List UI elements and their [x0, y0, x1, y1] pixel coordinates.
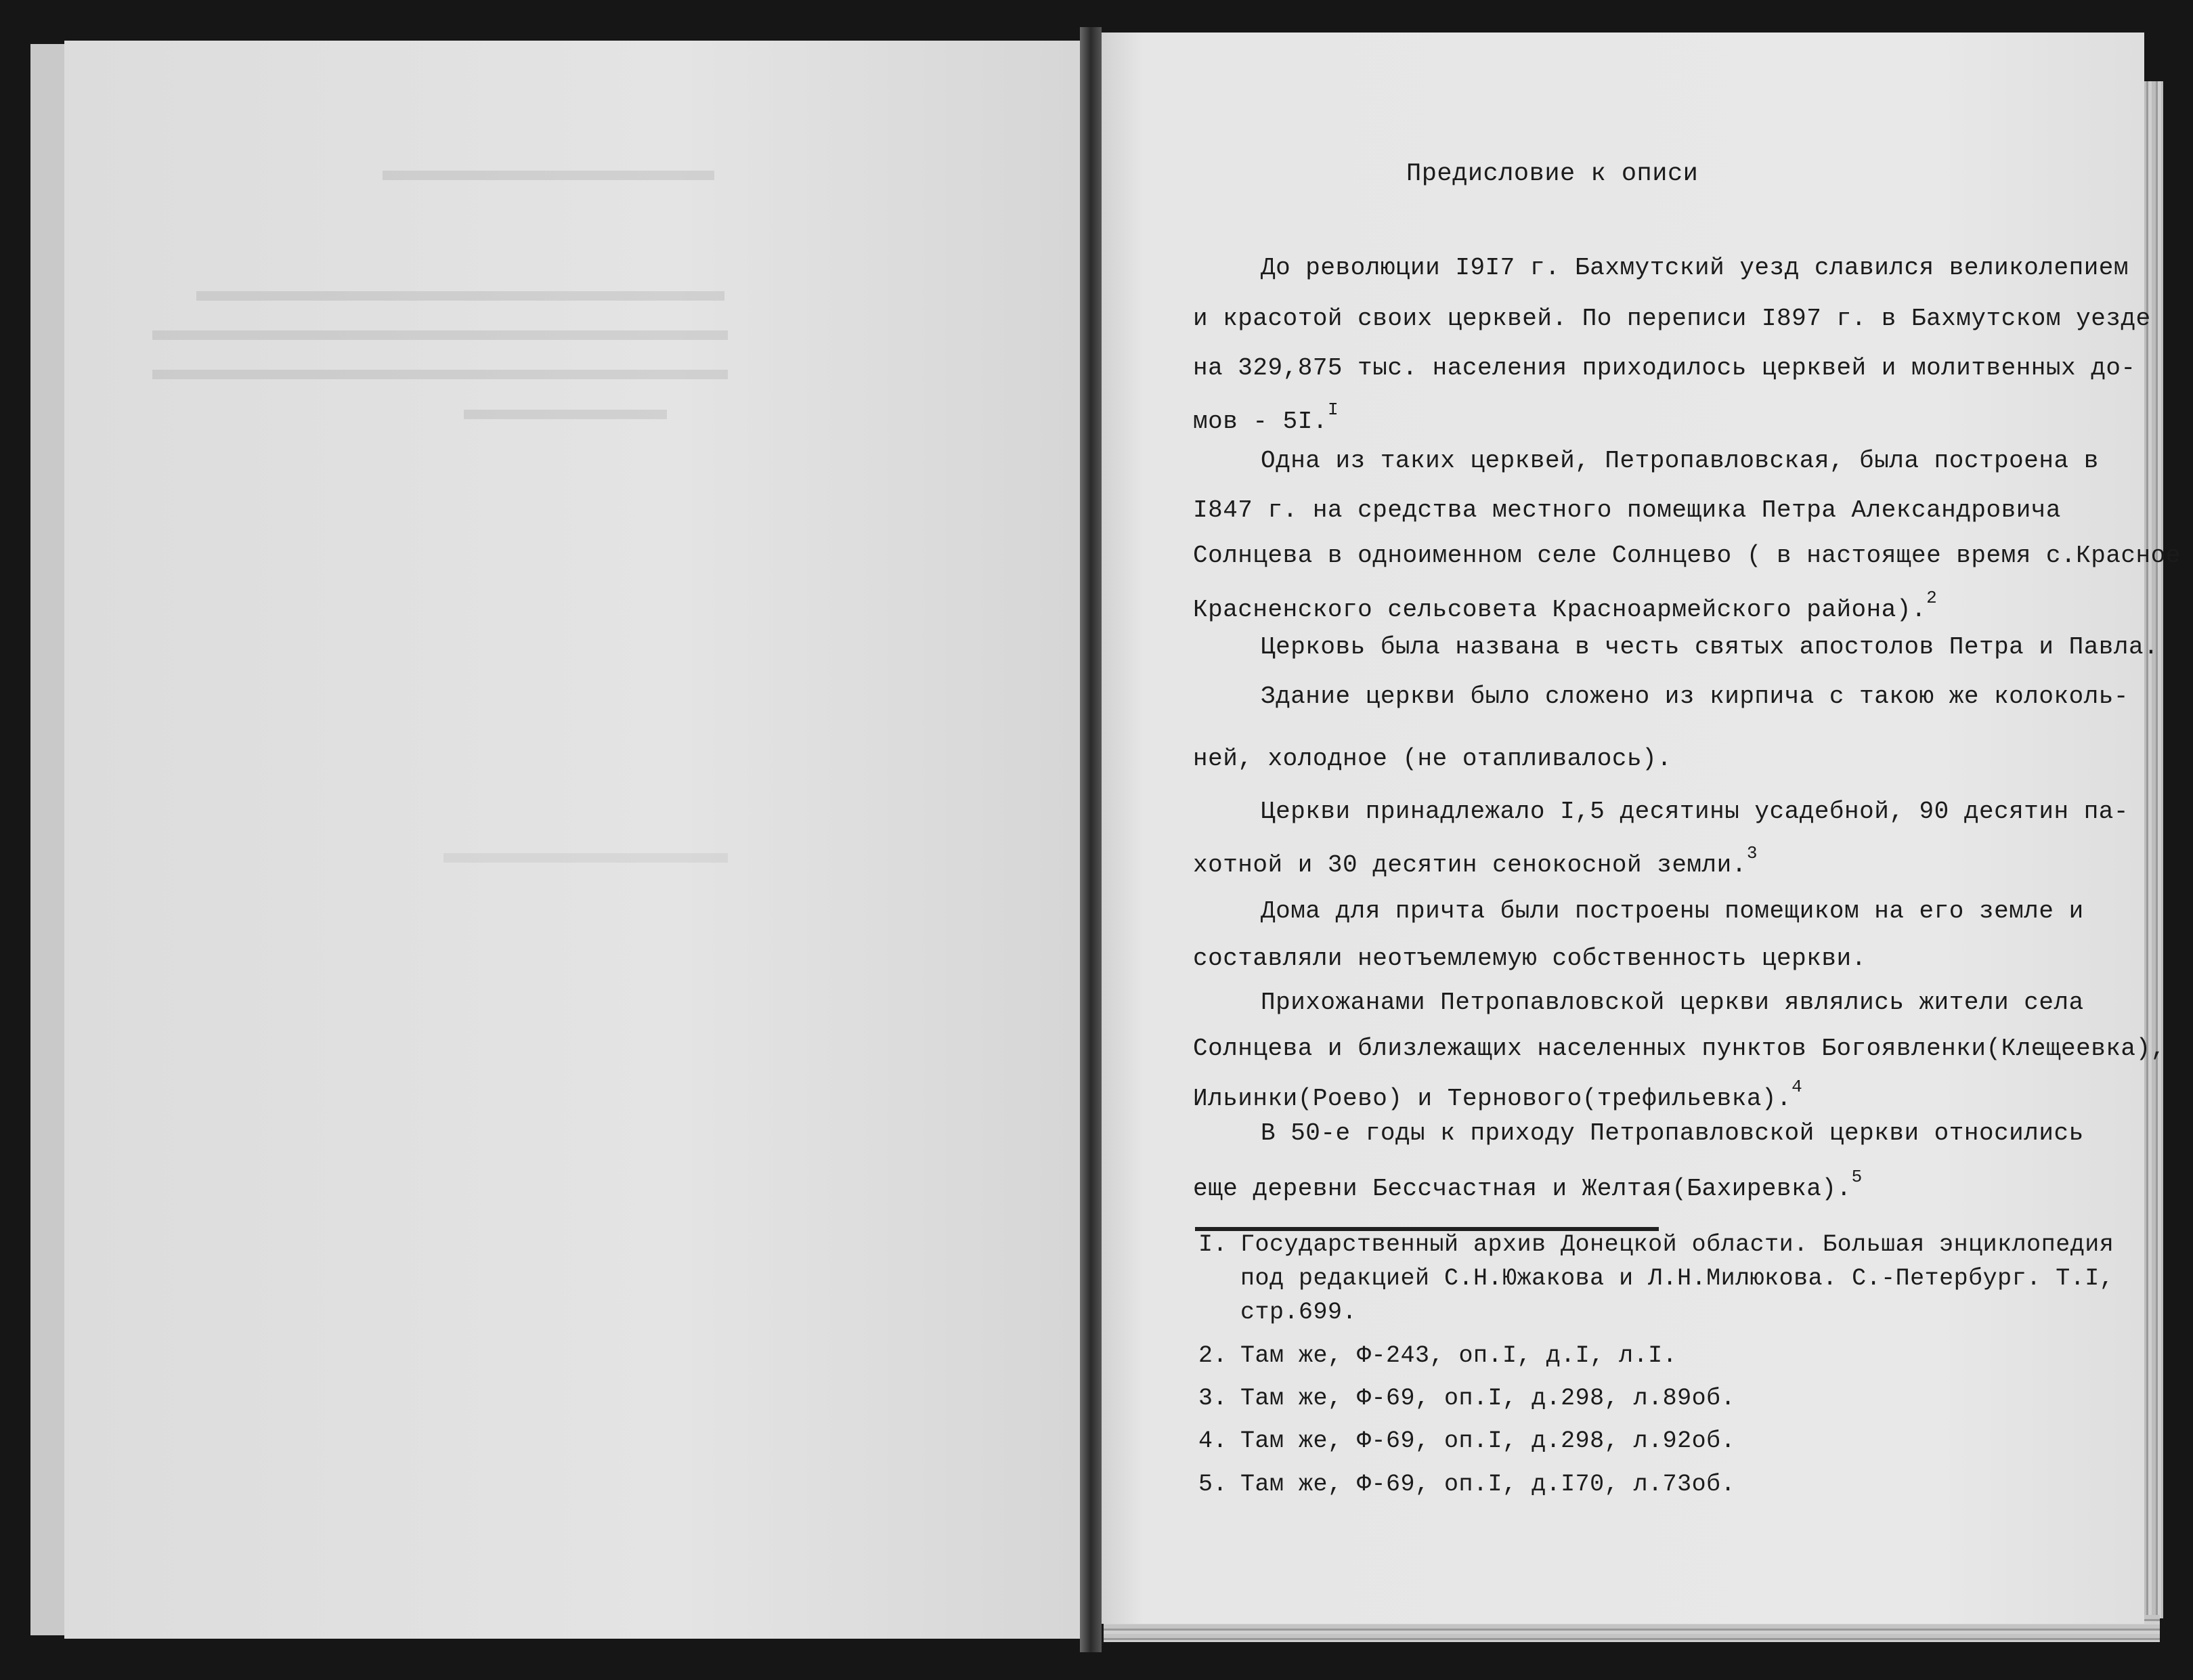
paragraph-line: До революции I9I7 г. Бахмутский уезд славился великолепием: [1261, 254, 2129, 282]
paragraph-line: ней, холодное (не отапливалось).: [1193, 745, 1672, 773]
footnote-ref: I: [1327, 400, 1339, 420]
footnote-line: Там же, Ф-243, оп.I, д.I, л.I.: [1240, 1342, 1678, 1369]
bleed-through-line: [196, 291, 724, 301]
footnote-line: под редакцией С.Н.Южакова и Л.Н.Милюкова. С.-Петербург. Т.I,: [1240, 1265, 2114, 1292]
paragraph-line: I847 г. на средства местного помещика Петра Александровича: [1193, 496, 2062, 524]
footnote-ref: 4: [1792, 1077, 1803, 1097]
page-title: Предисловие к описи: [1406, 160, 1699, 188]
paragraph-line: Дома для причта были построены помещиком на его земле и: [1261, 897, 2084, 925]
footnote-line: Там же, Ф-69, оп.I, д.298, л.89об.: [1240, 1385, 1736, 1412]
paragraph-line: и красотой своих церквей. По переписи I897 г. в Бахмутском уезде: [1193, 305, 2151, 332]
footnote-number: 3.: [1198, 1385, 1228, 1412]
paragraph-line: хотной и 30 десятин сенокосной земли.: [1193, 851, 1747, 879]
footnote-line: Там же, Ф-69, оп.I, д.I70, л.73об.: [1240, 1471, 1736, 1498]
paragraph-line: Церковь была названа в честь святых апостолов Петра и Павла.: [1261, 633, 2159, 661]
paragraph-line-with-ref: [1193, 1167, 1863, 1203]
paragraph-line: Прихожанами Петропавловской церкви являлись жители села: [1261, 989, 2084, 1016]
paragraph-line: Церкви принадлежало I,5 десятины усадебной, 90 десятин па-: [1261, 798, 2129, 825]
footnote-ref: 2: [1926, 588, 1938, 608]
paragraph-line: еще деревни Бессчастная и Желтая(Бахиревка).: [1193, 1175, 1852, 1203]
paragraph-line-with-ref: [1193, 400, 1339, 435]
footnote-line: стр.699.: [1240, 1299, 1358, 1326]
paragraph-line: Солнцева в одноименном селе Солнцево ( в настоящее время с.Красное: [1193, 542, 2181, 569]
left-page: [64, 41, 1080, 1639]
bleed-through-line: [443, 853, 728, 863]
footnote-ref: 3: [1746, 843, 1758, 863]
paragraph-line-with-ref: [1193, 1077, 1802, 1113]
bleed-through-line: [464, 410, 667, 419]
paragraph-line: В 50-е годы к приходу Петропавловской церкви относились: [1261, 1119, 2084, 1147]
bleed-through-line: [152, 330, 728, 340]
footnote-number: 4.: [1198, 1427, 1228, 1455]
paragraph-line: мов - 5I.: [1193, 408, 1328, 435]
paragraph-line: Красненского сельсовета Красноармейского района).: [1193, 596, 1927, 624]
footnote-line: Государственный архив Донецкой области. Большая энциклопедия: [1240, 1231, 2114, 1258]
paragraph-line: составляли неотъемлемую собственность церкви.: [1193, 945, 1867, 972]
paragraph-line: на 329,875 тыс. населения приходилось церквей и молитвенных до-: [1193, 354, 2136, 382]
paragraph-line-with-ref: [1193, 843, 1758, 879]
footnote-number: 5.: [1198, 1471, 1228, 1498]
footnote-number: 2.: [1198, 1342, 1228, 1369]
footnote-number: I.: [1198, 1231, 1228, 1258]
bleed-through-line: [383, 171, 714, 180]
paragraph-line-with-ref: [1193, 588, 1937, 624]
paragraph-line: Одна из таких церквей, Петропавловская, была построена в: [1261, 447, 2099, 475]
book-gutter: [1080, 27, 1102, 1652]
footnote-ref: 5: [1851, 1167, 1863, 1187]
footnote-line: Там же, Ф-69, оп.I, д.298, л.92об.: [1240, 1427, 1736, 1455]
paragraph-line: Солнцева и близлежащих населенных пунктов Богоявленки(Клещеевка),: [1193, 1035, 2166, 1062]
paragraph-line: Ильинки(Роево) и Тернового(трефильевка).: [1193, 1085, 1792, 1113]
paragraph-line: Здание церкви было сложено из кирпича с такою же колоколь-: [1261, 683, 2129, 710]
bleed-through-line: [152, 370, 728, 379]
